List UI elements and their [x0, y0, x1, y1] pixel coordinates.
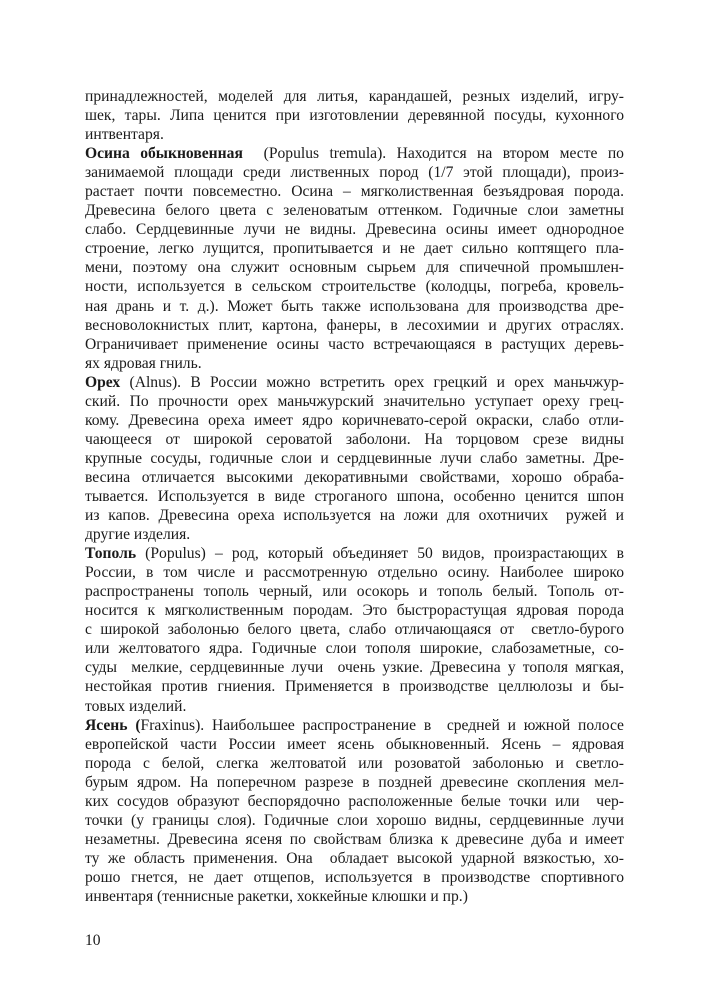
term-heading: Ясень ( [85, 716, 141, 734]
text-line [85, 735, 624, 754]
text-line [85, 258, 624, 277]
text-line [85, 544, 624, 563]
text-line [85, 773, 624, 792]
line-text: товых изделий. [85, 697, 187, 715]
text-line [85, 392, 624, 411]
line-text: европейской части России имеет ясень обыкновенный. Ясень – ядровая [85, 735, 624, 753]
text-line [85, 658, 624, 677]
line-text: весноволокнистых плит, картона, фанеры, в лесохимии и других отраслях. [85, 316, 624, 334]
text-line [85, 316, 624, 335]
line-text: весина отличается высокими декоративными свойствами, хорошо обраба- [85, 468, 624, 486]
line-text: шек, тары. Липа ценится при изготовлении деревянной посуды, кухонного [85, 107, 624, 125]
line-text: инвентаря (теннисные ракетки, хоккейные клюшки и пр.) [85, 887, 468, 905]
text-line [85, 601, 624, 620]
paragraph [85, 716, 624, 906]
line-text: чающееся от широкой сероватой заболони. На торцовом срезе видны [85, 430, 624, 448]
text-line [85, 487, 624, 506]
text-line [85, 811, 624, 830]
line-text: или желтоватого ядра. Годичные слои тополя широкие, слабозаметные, со- [85, 640, 624, 658]
text-line [85, 697, 624, 716]
line-text: кому. Древесина ореха имеет ядро коричневато-серой окраски, слабо отли- [85, 411, 624, 429]
text-line [85, 449, 624, 468]
line-text: бурым ядром. На поперечном разрезе в поздней древесине скопления мел- [85, 773, 624, 791]
line-text: (Populus tremula). Находится на втором месте по [242, 145, 624, 163]
text-line [85, 830, 624, 849]
line-text: с широкой заболонью белого цвета, слабо отличающаяся от светло-бурого [85, 621, 624, 639]
line-text: носится к мягколиственным породам. Это быстрорастущая ядровая порода [85, 602, 624, 620]
line-text: (Populus) – род, который объединяет 50 видов, произрастающих в [136, 545, 624, 563]
page-number: 10 [85, 932, 101, 949]
text-line [85, 677, 624, 696]
line-text: (Alnus). В России можно встретить орех грецкий и орех маньчжур- [120, 373, 624, 391]
line-text: крупные сосуды, годичные слои и сердцевинные лучи слабо заметны. Дре- [85, 449, 624, 467]
text-line [85, 354, 624, 373]
text-line [85, 373, 624, 392]
paragraph [85, 87, 624, 144]
text-line [85, 182, 624, 201]
line-text: ский. По прочности орех маньчжурский значительно уступает ореху грец- [85, 392, 624, 410]
text-line [85, 239, 624, 258]
line-text: рошо гнется, не дает отщепов, используется в производстве спортивного [85, 868, 624, 886]
text-line [85, 201, 624, 220]
line-text: ких сосудов образуют беспорядочно расположенные белые точки или чер- [85, 792, 624, 810]
line-text: Древесина белого цвета с зеленоватым оттенком. Годичные слои заметны [85, 202, 624, 220]
text-line [85, 277, 624, 296]
line-text: России, в том числе и рассмотренную отдельно осину. Наиболее широко [85, 564, 624, 582]
line-text: ту же область применения. Она обладает высокой ударной вязкостью, хо- [85, 849, 624, 867]
paragraph [85, 373, 624, 544]
text-line [85, 868, 624, 887]
text-line [85, 887, 624, 906]
line-text: мени, поэтому она служит основным сырьем для спичечной промышлен- [85, 259, 624, 277]
text-line [85, 297, 624, 316]
text-line [85, 106, 624, 125]
line-text: распространены тополь черный, или осокорь и тополь белый. Тополь от- [85, 583, 624, 601]
line-text: растает почти повсеместно. Осина – мягколиственная безъядровая порода. [85, 183, 624, 201]
text-line [85, 582, 624, 601]
text-line [85, 506, 624, 525]
text-line [85, 563, 624, 582]
line-text: из капов. Древесина ореха используется на ложи для охотничих ружей и [85, 507, 624, 525]
text-line [85, 792, 624, 811]
line-text: Ограничивает применение осины часто встречающаяся в растущих деревь- [85, 335, 624, 353]
text-line [85, 411, 624, 430]
text-line [85, 716, 624, 735]
text-line [85, 87, 624, 106]
text-line [85, 125, 624, 144]
line-text: принадлежностей, моделей для литья, карандашей, резных изделий, игру- [85, 88, 624, 105]
line-text: суды мелкие, сердцевинные лучи очень узкие. Древесина у тополя мягкая, [85, 659, 624, 677]
line-text: нестойкая против гниения. Применяется в производстве целлюлозы и бы- [85, 678, 624, 696]
line-text: ная дрань и т. д.). Может быть также использована для производства дре- [85, 297, 624, 315]
paragraph [85, 144, 624, 373]
line-text: ях ядровая гниль. [85, 354, 202, 372]
text-line [85, 430, 624, 449]
text-line [85, 620, 624, 639]
text-line [85, 849, 624, 868]
line-text: другие изделия. [85, 526, 191, 544]
text-line [85, 639, 624, 658]
line-text: незаметны. Древесина ясеня по свойствам близка к древесине дуба и имеет [85, 830, 624, 848]
line-text: строение, легко лущится, пропитывается и не дает сильно коптящего пла- [85, 240, 624, 258]
text-line [85, 525, 624, 544]
line-text: занимаемой площади среди лиственных пород (1/7 этой площади), произ- [85, 164, 624, 182]
text-line [85, 335, 624, 354]
term-heading: Орех [85, 373, 121, 391]
text-line [85, 144, 624, 163]
term-heading: Осина обыкновенная [85, 145, 243, 163]
text-line [85, 220, 624, 239]
line-text: тывается. Используется в виде строганого шпона, особенно ценится шпон [85, 487, 624, 505]
term-heading: Тополь [85, 545, 137, 563]
page-body [85, 87, 624, 906]
text-line [85, 163, 624, 182]
line-text: Fraxinus). Наибольшее распространение в средней и южной полосе [140, 716, 624, 734]
text-line [85, 468, 624, 487]
line-text: порода с белой, слегка желтоватой или розоватой заболонью и светло- [85, 754, 624, 772]
line-text: слабо. Сердцевинные лучи не видны. Древесина осины имеет однородное [85, 221, 624, 239]
paragraph [85, 544, 624, 715]
line-text: точки (у границы слоя). Годичные слои хорошо видны, сердцевинные лучи [85, 811, 624, 829]
line-text: ности, используется в сельском строительстве (колодцы, погреба, кровель- [85, 278, 624, 296]
text-line [85, 754, 624, 773]
line-text: интвентаря. [85, 126, 164, 144]
